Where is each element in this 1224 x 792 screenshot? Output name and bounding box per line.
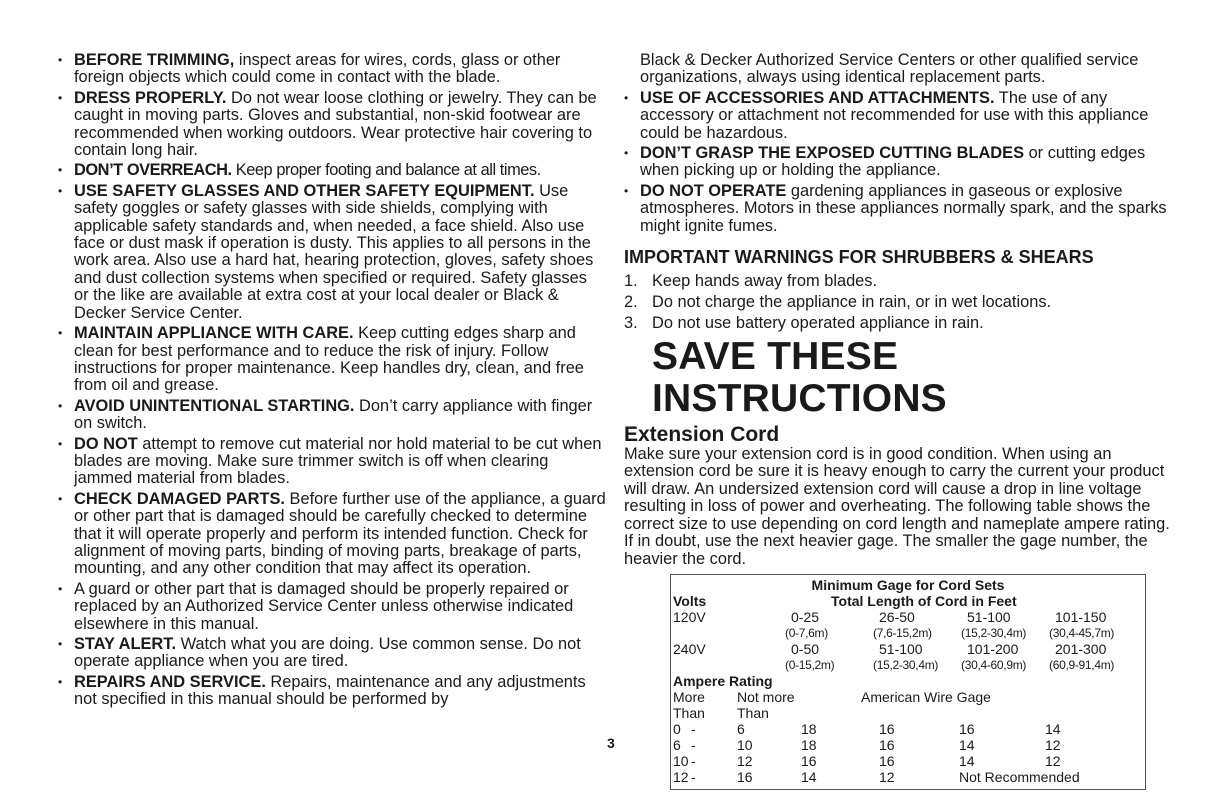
table-row: 12 - 16 14 12 Not Recommended bbox=[673, 768, 1080, 785]
list-item: • BEFORE TRIMMING, inspect areas for wires, cords, glass or other foreign objects which could come in contact with the blade. bbox=[58, 52, 606, 87]
gage-table-header bbox=[673, 593, 1143, 609]
table-row: 10 - 12 16 16 14 12 bbox=[673, 752, 1061, 769]
table-row: 240V 0-50 51-100 101-200 201-300 bbox=[673, 640, 1107, 657]
list-item: • DO NOT OPERATE gardening appliances in gaseous or explosive atmospheres. Motors in these appliances normally spark, and the sparks might ignite fumes. bbox=[624, 183, 1172, 235]
table-row-metric: (0-15,2m) (15,2-30,4m) (30,4-60,9m) (60,9-91,4m) bbox=[785, 657, 1115, 672]
list-item: Black & Decker Authorized Service Centers or other qualified service organizations, always using identical replacement parts. bbox=[640, 51, 1139, 87]
gage-table bbox=[670, 574, 1146, 790]
extension-cord-body: Make sure your extension cord is in good condition. When using an extension cord be sure it is heavy enough to carry the current your product will draw. An undersized extension cord will cause a drop in line voltage resulting in loss of power and overheating. The following table shows the correct size to use depending on cord length and nameplate ampere rating. If in doubt, use the next heavier gage. The smaller the gage number, the heavier the cord. bbox=[624, 445, 1170, 568]
gage-table-title: Minimum Gage for Cord Sets bbox=[811, 576, 1005, 593]
warnings-heading: IMPORTANT WARNINGS FOR SHRUBBERS & SHEARS bbox=[624, 247, 1094, 268]
list-item: • DON’T OVERREACH. Keep proper footing and balance at all times. bbox=[58, 162, 606, 179]
list-item: 2. Do not charge the appliance in rain, or in wet locations. bbox=[624, 293, 1052, 312]
extension-cord-heading: Extension Cord bbox=[624, 423, 780, 447]
safety-list-right bbox=[624, 52, 1172, 235]
warnings-list bbox=[624, 271, 1172, 334]
left-column bbox=[58, 52, 606, 712]
list-item: • DO NOT attempt to remove cut material nor hold material to be cut when blades are moving. Make sure trimmer switch is off when clearing jammed material from blades. bbox=[58, 436, 606, 488]
list-item: • CHECK DAMAGED PARTS. Before further use of the appliance, a guard or other part that is damaged should be carefully checked to determine that it will operate properly and perform its intended function. Check for alignment of moving parts, binding of moving parts, breakage of parts, mounting, and any other condition that may affect its operation. bbox=[58, 491, 606, 578]
volts-label: Volts bbox=[673, 592, 707, 609]
list-item: 1. Keep hands away from blades. bbox=[624, 272, 878, 291]
list-item: • A guard or other part that is damaged should be properly repaired or replaced by an Authorized Service Center unless otherwise indicated elsewhere in this manual. bbox=[58, 581, 606, 633]
ampere-header: More Not more American Wire Gage bbox=[673, 688, 991, 705]
right-column bbox=[624, 52, 1172, 790]
table-row: 120V 0-25 26-50 51-100 101-150 bbox=[673, 608, 1107, 625]
table-row: 0 - 6 18 16 16 14 bbox=[673, 720, 1061, 737]
list-item: • DRESS PROPERLY. Do not wear loose clothing or jewelry. They can be caught in moving parts. Gloves and substantial, non-skid footwear are recommended when working outdoors. Wear protective hair covering to contain long hair. bbox=[58, 90, 606, 160]
list-item: • MAINTAIN APPLIANCE WITH CARE. Keep cutting edges sharp and clean for best performance and to reduce the risk of injury. Follow instructions for proper maintenance. Keep handles dry, clean, and free from oil and grease. bbox=[58, 325, 606, 395]
ampere-label: Ampere Rating bbox=[673, 672, 773, 689]
list-item: • USE OF ACCESSORIES AND ATTACHMENTS. The use of any accessory or attachment not recommended for use with this appliance could be hazardous. bbox=[624, 90, 1172, 142]
list-item: • AVOID UNINTENTIONAL STARTING. Don’t carry appliance with finger on switch. bbox=[58, 398, 606, 433]
table-row: 6 - 10 18 16 14 12 bbox=[673, 736, 1061, 753]
table-row-metric: (0-7,6m) (7,6-15,2m) (15,2-30,4m) (30,4-45,7m) bbox=[785, 625, 1115, 640]
list-item: • STAY ALERT. Watch what you are doing. Use common sense. Do not operate appliance when you are tired. bbox=[58, 636, 606, 671]
save-instructions-heading: SAVE THESE INSTRUCTIONS bbox=[652, 335, 947, 421]
ampere-header: Than Than bbox=[673, 704, 769, 721]
length-label: Total Length of Cord in Feet bbox=[831, 592, 1017, 609]
safety-list-left bbox=[58, 52, 606, 709]
list-item: • DON’T GRASP THE EXPOSED CUTTING BLADES or cutting edges when picking up or holding the appliance. bbox=[624, 145, 1172, 180]
list-item: • USE SAFETY GLASSES AND OTHER SAFETY EQUIPMENT. Use safety goggles or safety glasses with side shields, complying with applicable safety standards and, when needed, a face shield. Also use face or dust mask if operation is dusty. This applies to all persons in the work area. Also use a hard hat, hearing protection, gloves, safety shoes and dust collection systems when specified or required. Safety glasses or the like are available at extra cost at your local dealer or Black & Decker Service Center. bbox=[58, 183, 606, 322]
page-number: 3 bbox=[607, 735, 615, 751]
list-item: • REPAIRS AND SERVICE. Repairs, maintenance and any adjustments not specified in this manual should be performed by bbox=[58, 674, 606, 709]
list-item: 3. Do not use battery operated appliance in rain. bbox=[624, 314, 984, 333]
